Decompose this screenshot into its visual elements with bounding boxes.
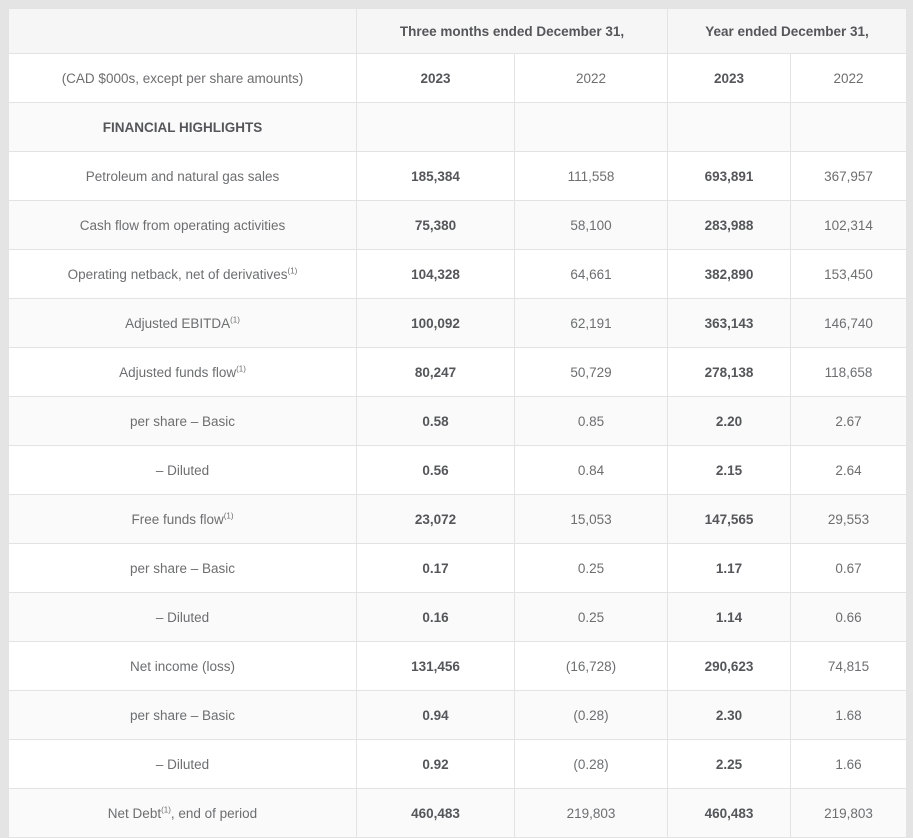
value-cell: 100,092 (357, 299, 515, 348)
footnote-marker: (1) (230, 315, 240, 324)
value-cell: 363,143 (668, 299, 791, 348)
value-cell: 64,661 (515, 250, 668, 299)
row-label-cell: per share – Basic (9, 544, 357, 593)
group-header-year-ended: Year ended December 31, (668, 9, 907, 54)
row-label-cell: – Diluted (9, 593, 357, 642)
value-cell: 1.68 (791, 691, 907, 740)
financial-highlights-table-wrap (8, 8, 906, 838)
value-cell: 1.66 (791, 740, 907, 789)
year-header-row (9, 54, 907, 103)
value-cell: 75,380 (357, 201, 515, 250)
row-label-cell: per share – Basic (9, 397, 357, 446)
year-header-cell: 2022 (515, 54, 668, 103)
value-cell: 283,988 (668, 201, 791, 250)
value-cell: 290,623 (668, 642, 791, 691)
value-cell: 1.17 (668, 544, 791, 593)
value-cell: 2.30 (668, 691, 791, 740)
footnote-marker: (1) (236, 364, 246, 373)
financial-highlights-table (8, 8, 907, 838)
unit-note-cell: (CAD $000s, except per share amounts) (9, 54, 357, 103)
year-header-cell: 2023 (668, 54, 791, 103)
value-cell: 0.25 (515, 544, 668, 593)
value-cell: 278,138 (668, 348, 791, 397)
column-group-header-row (9, 9, 907, 54)
value-cell: 0.25 (515, 593, 668, 642)
value-cell: (16,728) (515, 642, 668, 691)
row-label-cell: Cash flow from operating activities (9, 201, 357, 250)
table-row (9, 103, 907, 152)
table-header (9, 9, 907, 103)
table-row (9, 789, 907, 838)
corner-cell (9, 9, 357, 54)
value-cell: 2.15 (668, 446, 791, 495)
row-label-cell: per share – Basic (9, 691, 357, 740)
footnote-marker: (1) (161, 805, 171, 814)
value-cell: 104,328 (357, 250, 515, 299)
table-row (9, 642, 907, 691)
value-cell: 0.92 (357, 740, 515, 789)
table-row (9, 397, 907, 446)
value-cell: 0.94 (357, 691, 515, 740)
table-row (9, 593, 907, 642)
section-header-cell: FINANCIAL HIGHLIGHTS (9, 103, 357, 152)
value-cell: 185,384 (357, 152, 515, 201)
value-cell: 118,658 (791, 348, 907, 397)
row-label-cell: – Diluted (9, 446, 357, 495)
value-cell: 62,191 (515, 299, 668, 348)
table-row (9, 740, 907, 789)
value-cell: 0.66 (791, 593, 907, 642)
value-cell: 460,483 (668, 789, 791, 838)
year-header-cell: 2022 (791, 54, 907, 103)
table-row (9, 299, 907, 348)
value-cell: 219,803 (791, 789, 907, 838)
value-cell: 367,957 (791, 152, 907, 201)
row-label-cell: – Diluted (9, 740, 357, 789)
value-cell: 0.56 (357, 446, 515, 495)
value-cell: 0.17 (357, 544, 515, 593)
value-cell: 74,815 (791, 642, 907, 691)
value-cell (357, 103, 515, 152)
value-cell: (0.28) (515, 691, 668, 740)
value-cell: 382,890 (668, 250, 791, 299)
footnote-marker: (1) (223, 511, 234, 520)
value-cell: 50,729 (515, 348, 668, 397)
group-header-three-months: Three months ended December 31, (357, 9, 668, 54)
value-cell: (0.28) (515, 740, 668, 789)
value-cell: 693,891 (668, 152, 791, 201)
table-row (9, 348, 907, 397)
value-cell: 2.64 (791, 446, 907, 495)
value-cell: 147,565 (668, 495, 791, 544)
footnote-marker: (1) (287, 266, 298, 275)
table-row (9, 201, 907, 250)
value-cell: 15,053 (515, 495, 668, 544)
table-row (9, 495, 907, 544)
row-label-cell: Net income (loss) (9, 642, 357, 691)
value-cell: 111,558 (515, 152, 668, 201)
table-body (9, 103, 907, 838)
value-cell: 460,483 (357, 789, 515, 838)
value-cell: 0.67 (791, 544, 907, 593)
value-cell: 102,314 (791, 201, 907, 250)
year-header-cell: 2023 (357, 54, 515, 103)
value-cell: 58,100 (515, 201, 668, 250)
value-cell: 2.20 (668, 397, 791, 446)
value-cell: 2.25 (668, 740, 791, 789)
value-cell (791, 103, 907, 152)
value-cell: 0.85 (515, 397, 668, 446)
value-cell: 29,553 (791, 495, 907, 544)
value-cell: 23,072 (357, 495, 515, 544)
value-cell (668, 103, 791, 152)
row-label-cell: Net Debt$^{(1)}$, end of period (9, 789, 357, 838)
value-cell: 0.84 (515, 446, 668, 495)
value-cell: 219,803 (515, 789, 668, 838)
value-cell: 0.16 (357, 593, 515, 642)
value-cell: 153,450 (791, 250, 907, 299)
row-label-cell: Adjusted funds flow$^{(1)}$ (9, 348, 357, 397)
value-cell: 146,740 (791, 299, 907, 348)
table-row (9, 152, 907, 201)
value-cell: 80,247 (357, 348, 515, 397)
row-label-cell: Petroleum and natural gas sales (9, 152, 357, 201)
table-row (9, 250, 907, 299)
row-label-cell: Adjusted EBITDA$^{(1)}$ (9, 299, 357, 348)
value-cell: 1.14 (668, 593, 791, 642)
value-cell: 131,456 (357, 642, 515, 691)
table-row (9, 691, 907, 740)
row-label-cell: Operating netback, net of derivatives$^{(1)}$ (9, 250, 357, 299)
table-row (9, 544, 907, 593)
value-cell: 0.58 (357, 397, 515, 446)
table-row (9, 446, 907, 495)
row-label-cell: Free funds flow$^{(1)}$ (9, 495, 357, 544)
value-cell (515, 103, 668, 152)
value-cell: 2.67 (791, 397, 907, 446)
